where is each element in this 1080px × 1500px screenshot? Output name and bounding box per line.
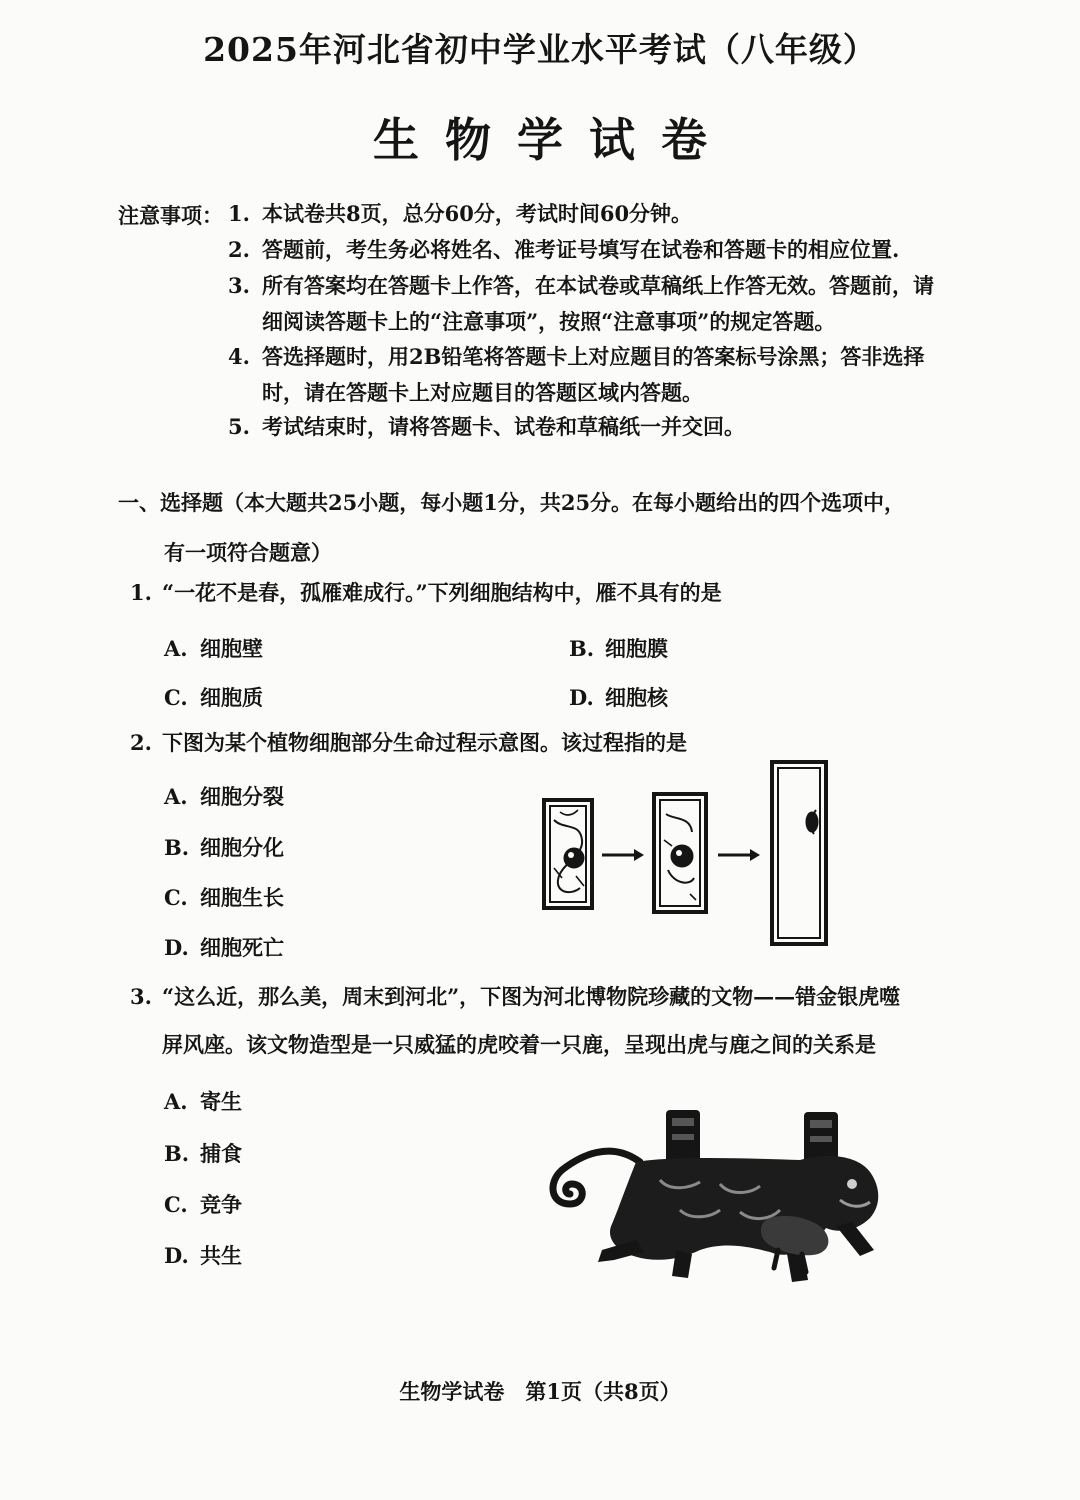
- section-heading-line1: 一、选择题（本大题共25小题，每小题1分，共25分。在每小题给出的四个选项中，: [118, 490, 906, 515]
- option-text: 细胞壁: [200, 636, 263, 661]
- option-letter: B.: [164, 1141, 190, 1166]
- notice-item-4: [228, 340, 998, 408]
- notice-item-text-line2: 时，请在答题卡上对应题目的答题区域内答题。: [262, 380, 703, 405]
- option-text: 细胞分裂: [200, 784, 284, 809]
- question-number: 2.: [130, 730, 152, 755]
- tiger-icon: [598, 1156, 878, 1282]
- question-text-line1: “这么近，那么美，周末到河北”，下图为河北博物院珍藏的文物——错金银虎噬: [162, 984, 901, 1009]
- question-text: 下图为某个植物细胞部分生命过程示意图。该过程指的是: [162, 730, 687, 755]
- question-3-stem-line1: [130, 982, 1010, 1012]
- notice-item-number: 3.: [228, 273, 250, 298]
- question-2-stem: [130, 728, 1010, 758]
- question-1-option-b: [569, 633, 668, 663]
- option-text: 细胞核: [605, 685, 668, 710]
- option-letter: A.: [164, 784, 188, 809]
- notice-label: 注意事项：: [118, 203, 223, 228]
- notice-item-3: [228, 269, 998, 337]
- arrow-icon: [718, 849, 760, 861]
- notice-item-text: 本试卷共8页，总分60分，考试时间60分钟。: [262, 201, 693, 226]
- option-text: 细胞质: [200, 685, 263, 710]
- question-number: 1.: [130, 580, 152, 605]
- option-text: 捕食: [200, 1141, 242, 1166]
- exam-title: 2025年河北省初中学业水平考试（八年级）: [203, 30, 877, 69]
- question-2-option-d: [164, 932, 284, 962]
- notice-item-number: 2.: [228, 237, 250, 262]
- option-letter: B.: [164, 835, 190, 860]
- notice-item-number: 1.: [228, 201, 250, 226]
- plant-cell-growth-figure: [540, 760, 840, 950]
- notice-item-text-line2: 细阅读答题卡上的“注意事项”，按照“注意事项”的规定答题。: [262, 309, 836, 334]
- option-letter: A.: [164, 1089, 188, 1114]
- question-2-option-b: [164, 832, 284, 862]
- page-footer: 生物学试卷 第1页（共8页）: [399, 1379, 681, 1404]
- notice-item-5: [228, 410, 998, 444]
- question-1-option-d: [569, 682, 668, 712]
- notice-item-1: [228, 197, 998, 231]
- question-3-option-a: [164, 1086, 242, 1116]
- notice-item-number: 4.: [228, 344, 250, 369]
- option-letter: B.: [569, 636, 595, 661]
- option-letter: D.: [164, 935, 189, 960]
- notice-item-text: 考试结束时，请将答题卡、试卷和草稿纸一并交回。: [262, 414, 745, 439]
- cell-1-icon: [544, 800, 592, 908]
- subject-title: 生物学试卷: [373, 113, 733, 167]
- question-1-option-c: [164, 682, 263, 712]
- question-1-stem: [130, 578, 1010, 608]
- option-text: 细胞分化: [200, 835, 284, 860]
- question-3-option-c: [164, 1189, 242, 1219]
- question-number: 3.: [130, 984, 152, 1009]
- option-letter: C.: [164, 685, 188, 710]
- question-text: “一花不是春，孤雁难成行。”下列细胞结构中，雁不具有的是: [162, 580, 722, 605]
- option-text: 细胞膜: [605, 636, 668, 661]
- option-letter: C.: [164, 1192, 188, 1217]
- arrow-icon: [602, 849, 644, 861]
- option-text: 寄生: [200, 1089, 242, 1114]
- question-2-option-a: [164, 781, 284, 811]
- cell-2-icon: [654, 794, 706, 912]
- option-letter: C.: [164, 885, 188, 910]
- question-2-option-c: [164, 882, 284, 912]
- option-letter: D.: [164, 1243, 189, 1268]
- notice-item-text: 答题前，考生务必将姓名、准考证号填写在试卷和答题卡的相应位置.: [262, 237, 900, 262]
- notice-item-text-line1: 所有答案均在答题卡上作答，在本试卷或草稿纸上作答无效。答题前，请: [262, 273, 934, 298]
- option-text: 细胞死亡: [200, 935, 284, 960]
- option-text: 细胞生长: [200, 885, 284, 910]
- notice-item-2: [228, 233, 998, 267]
- notice-item-text-line1: 答选择题时，用2B铅笔将答题卡上对应题目的答案标号涂黑；答非选择: [262, 344, 925, 369]
- question-3-stem-line2: 屏风座。该文物造型是一只威猛的虎咬着一只鹿，呈现出虎与鹿之间的关系是: [162, 1032, 876, 1057]
- option-letter: D.: [569, 685, 594, 710]
- section-heading-line2: 有一项符合题意）: [164, 540, 332, 565]
- question-3-option-d: [164, 1240, 242, 1270]
- section-heading: [118, 478, 998, 578]
- question-3-option-b: [164, 1138, 242, 1168]
- tiger-devouring-deer-artifact-figure: [540, 1100, 900, 1290]
- cell-3-icon: [772, 762, 826, 944]
- option-text: 共生: [200, 1243, 242, 1268]
- option-letter: A.: [164, 636, 188, 661]
- notice-item-number: 5.: [228, 414, 250, 439]
- question-1-option-a: [164, 633, 263, 663]
- option-text: 竞争: [200, 1192, 242, 1217]
